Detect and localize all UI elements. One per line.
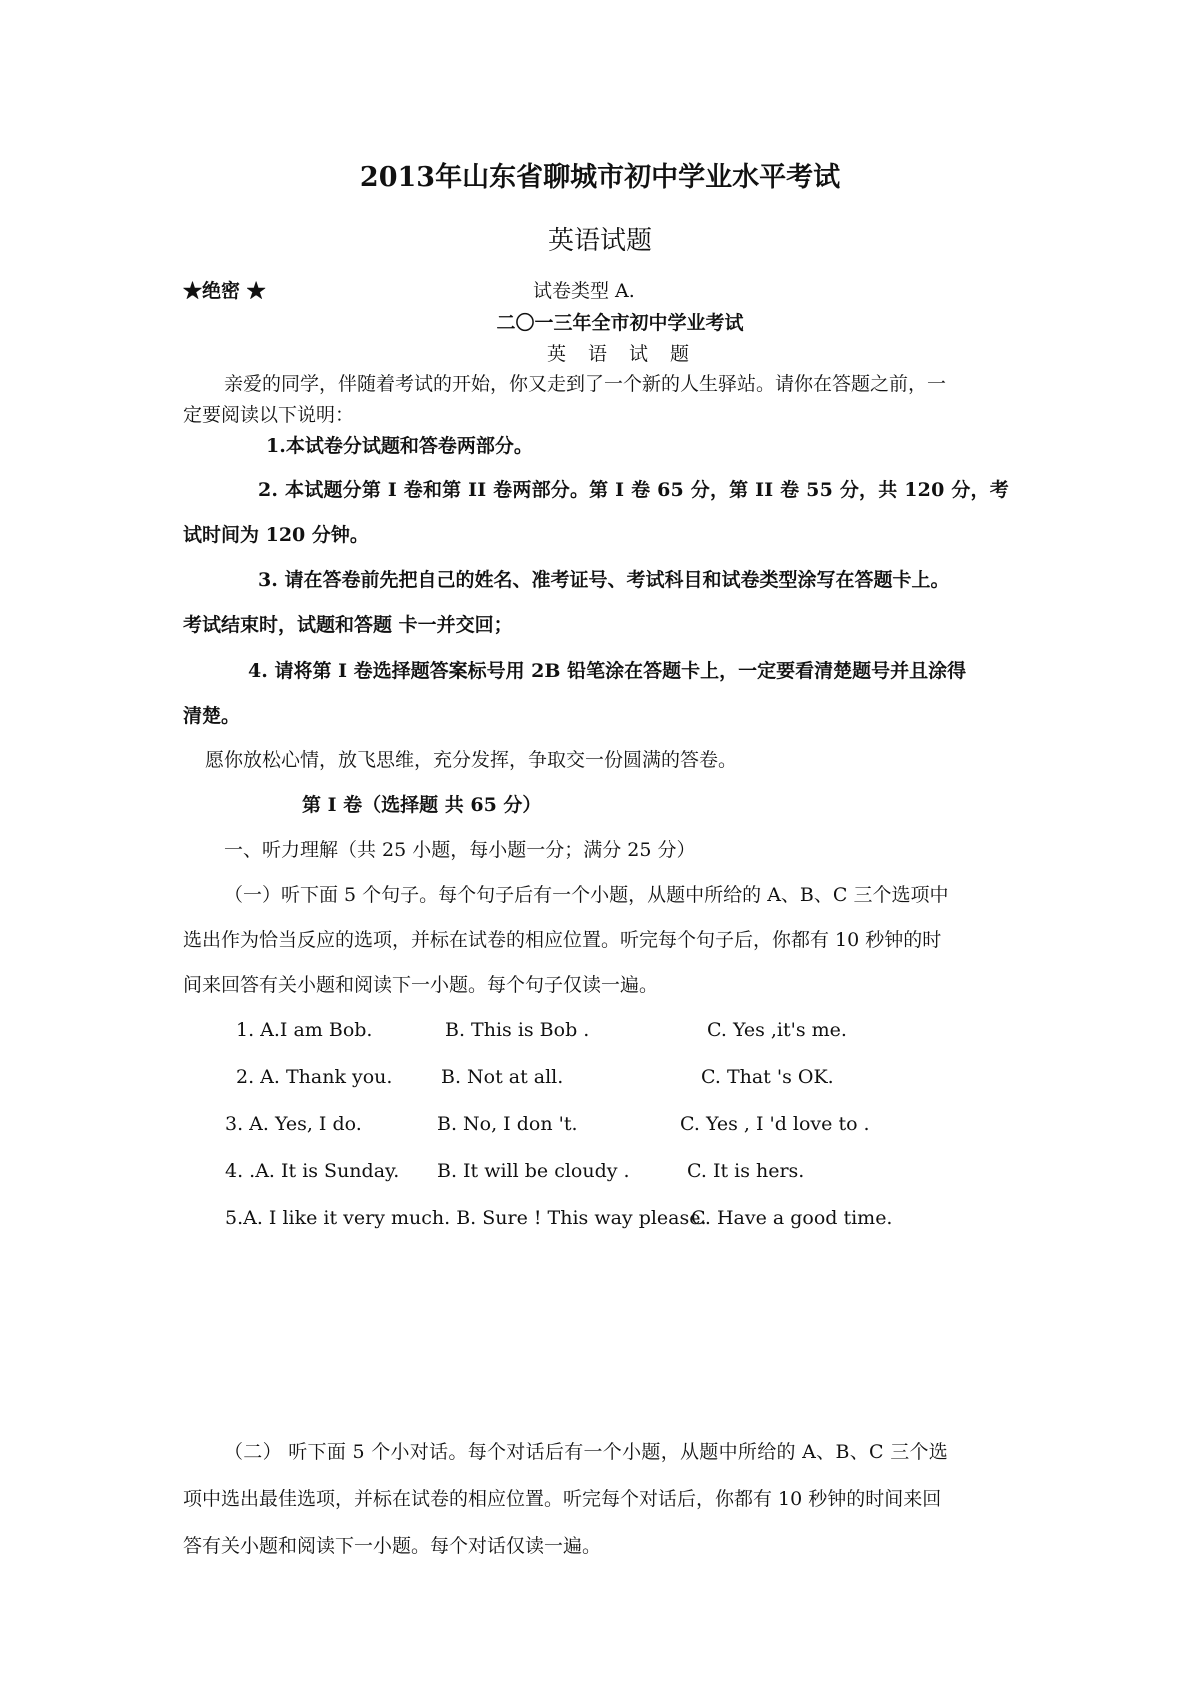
question-4-option-b: B. It will be cloudy .	[437, 1160, 630, 1182]
question-1-option-c: C. Yes ,it's me.	[707, 1019, 847, 1041]
sub-section-2-line-2: 项中选出最佳选项，并标在试卷的相应位置。听完每个对话后，你都有 10 秒钟的时间来回	[183, 1488, 942, 1510]
question-2-option-a: 2. A. Thank you.	[236, 1066, 393, 1088]
question-1-option-b: B. This is Bob .	[445, 1019, 590, 1041]
question-5-options-a-b: 5.A. I like it very much. B. Sure ! This way please.	[225, 1207, 707, 1229]
instruction-3-line-1: 3. 请在答卷前先把自己的姓名、准考证号、考试科目和试卷类型涂写在答题卡上。	[258, 569, 950, 591]
sub-section-2-line-1: （二） 听下面 5 个小对话。每个对话后有一个小题，从题中所给的 A、B、C 三个选	[224, 1441, 949, 1463]
question-3-option-a: 3. A. Yes, I do.	[225, 1113, 362, 1135]
wish-text: 愿你放松心情，放飞思维，充分发挥，争取交一份圆满的答卷。	[205, 749, 738, 771]
intro-line-1: 亲爱的同学，伴随着考试的开始，你又走到了一个新的人生驿站。请你在答题之前，一	[224, 373, 947, 395]
instruction-4-line-1: 4. 请将第 I 卷选择题答案标号用 2B 铅笔涂在答题卡上，一定要看清楚题号并且涂得	[248, 660, 967, 682]
question-2-option-c: C. That 's OK.	[701, 1066, 834, 1088]
question-2-option-b: B. Not at all.	[441, 1066, 564, 1088]
question-1-option-a: 1. A.I am Bob.	[236, 1019, 373, 1041]
secret-mark: ★绝密 ★	[183, 280, 266, 302]
part-1-heading: 第 I 卷（选择题 共 65 分）	[302, 794, 542, 816]
sub-section-1-line-1: （一）听下面 5 个句子。每个句子后有一个小题，从题中所给的 A、B、C 三个选项中	[224, 884, 949, 906]
sub-section-1-line-2: 选出作为恰当反应的选项，并标在试卷的相应位置。听完每个句子后，你都有 10 秒钟的时	[183, 929, 942, 951]
question-4-option-c: C. It is hers.	[687, 1160, 805, 1182]
instruction-1: 1.本试卷分试题和答卷两部分。	[266, 435, 533, 457]
sub-heading-year: 二〇一三年全市初中学业考试	[496, 312, 744, 334]
question-3-option-c: C. Yes , I 'd love to .	[680, 1113, 870, 1135]
question-5-option-c: C. Have a good time.	[691, 1207, 893, 1229]
instruction-2-line-2: 试时间为 120 分钟。	[183, 524, 369, 546]
exam-subtitle: 英语试题	[547, 226, 652, 256]
instruction-2-line-1: 2. 本试题分第 I 卷和第 II 卷两部分。第 I 卷 65 分，第 II 卷 55 分，共 120 分，考	[258, 479, 1009, 501]
sub-section-1-line-3: 间来回答有关小题和阅读下一小题。每个句子仅读一遍。	[183, 974, 659, 996]
section-1-heading: 一、听力理解（共 25 小题，每小题一分；满分 25 分）	[224, 839, 696, 861]
instruction-3-line-2: 考试结束时，试题和答题 卡一并交回；	[183, 614, 513, 636]
sub-heading-subject: 英 语 试 题	[546, 343, 698, 365]
exam-title: 2013年山东省聊城市初中学业水平考试	[359, 162, 841, 193]
question-3-option-b: B. No, I don 't.	[437, 1113, 578, 1135]
paper-type: 试卷类型 A.	[533, 280, 635, 302]
intro-line-2: 定要阅读以下说明：	[183, 404, 355, 426]
question-4-option-a: 4. .A. It is Sunday.	[225, 1160, 400, 1182]
instruction-4-line-2: 清楚。	[183, 705, 241, 727]
sub-section-2-line-3: 答有关小题和阅读下一小题。每个对话仅读一遍。	[183, 1535, 602, 1557]
